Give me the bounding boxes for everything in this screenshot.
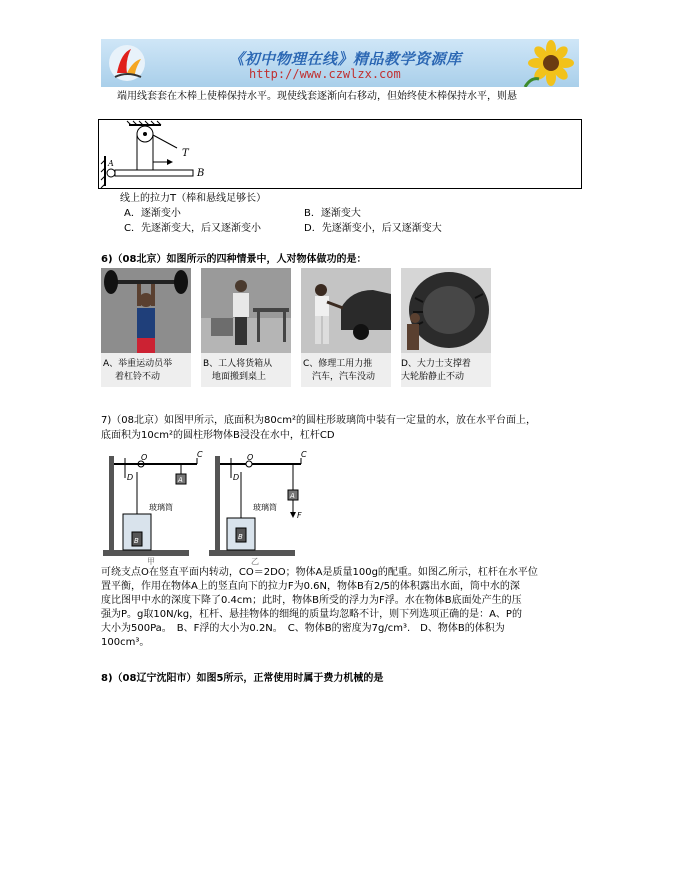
q7-stem-line2: 底面积为10cm²的圆柱形物体B浸没在水中，杠杆CD [101, 430, 335, 441]
q7-stem-line1: 7)（08北京）如图甲所示，底面积为80cm²的圆柱形玻璃筒中装有一定量的水，放在水平台面上， [101, 415, 536, 426]
worker-box-image [201, 268, 291, 353]
label-jia: 甲 [147, 557, 155, 566]
q7-body-line6: 100cm³。 [101, 637, 150, 648]
label-yi-F: F [297, 511, 302, 520]
caption-c-line2: 汽车，汽车没动 [312, 372, 376, 382]
q7-body-line2: 置平衡，作用在物体A上的竖直向下的拉力F为0.6N，物体B有2/5的体积露出水面，筒中水的深 [101, 581, 520, 592]
figure-jia [103, 450, 203, 566]
label-yi: 乙 [251, 557, 259, 566]
banner-title: 《初中物理在线》精品教学资源库 [229, 50, 462, 68]
q5-option-c: C．先逐渐变大，后又逐渐变小 [124, 223, 261, 234]
label-yi-B: B [238, 533, 243, 541]
label-yi-C: C [301, 450, 307, 459]
label-jia-C: C [197, 450, 203, 459]
label-jia-glass: 玻璃筒 [149, 503, 173, 512]
q7-figures [101, 446, 321, 566]
q8-stem: 8)（08辽宁沈阳市）如图5所示，正常使用时属于费力机械的是 [101, 673, 384, 684]
mechanic-car-image [301, 268, 391, 353]
lever-figure [99, 120, 583, 190]
q5-stem-2: 线上的拉力T（棒和悬线足够长） [120, 193, 267, 204]
label-jia-B: B [134, 537, 139, 545]
label-yi-O: O [247, 453, 254, 462]
caption-a-line2: 着杠铃不动 [115, 372, 161, 382]
q5-option-d: D．先逐渐变小，后又逐渐变大 [304, 223, 442, 234]
caption-c-line1: C、修理工用力推 [303, 359, 373, 369]
label-jia-A: A [178, 476, 183, 484]
caption-a-line1: A、举重运动员举 [103, 359, 173, 369]
label-yi-glass: 玻璃筒 [253, 503, 277, 512]
label-T: T [182, 148, 189, 159]
label-A: A [108, 159, 114, 168]
q7-body-line1: 可绕支点O在竖直平面内转动，CO＝2DO；物体A是质量100g的配重。如图乙所示，杠杆在水平位 [101, 567, 538, 578]
q5-figure-box [98, 119, 582, 189]
logo-icon [107, 43, 147, 83]
caption-b-line1: B、工人将货箱从 [203, 359, 273, 369]
figure-yi [209, 450, 307, 566]
banner-url: http://www.czwlzx.com [249, 67, 401, 81]
weightlifter-image [101, 268, 191, 353]
label-jia-D: D [127, 473, 134, 482]
caption-b-line2: 地面搬到桌上 [212, 372, 267, 382]
caption-d-line1: D、大力士支撑着 [401, 359, 471, 369]
label-yi-A: A [290, 492, 295, 500]
sunflower-icon [521, 39, 579, 87]
q5-option-b: B．逐渐变大 [304, 208, 361, 219]
strongman-tire-image [401, 268, 491, 353]
q5-stem: 端用线套套在木棒上使棒保持水平。现使线套逐渐向右移动，但始终使木棒保持水平，则悬 [117, 91, 517, 102]
q7-body-line4: 强为P。g取10N/kg，杠杆、悬挂物体的细绳的质量均忽略不计，则下列选项正确的是：A、P的 [101, 609, 522, 620]
caption-d-line2: 大轮胎静止不动 [401, 372, 465, 382]
label-B: B [197, 168, 205, 179]
label-jia-O: O [141, 453, 148, 462]
q6-stem: 6)（08北京）如图所示的四种情景中，人对物体做功的是： [101, 254, 367, 265]
header-banner [101, 39, 579, 87]
q7-body-line3: 度比图甲中水的深度下降了0.4cm；此时，物体B所受的浮力为F浮。水在物体B底面处产生的压 [101, 595, 522, 606]
q5-option-a: A．逐渐变小 [124, 208, 181, 219]
q7-body-line5: 大小为500Pa。 B、F浮的大小为0.2N。 C、物体B的密度为7g/cm³. D、物体B的体积为 [101, 623, 505, 634]
label-yi-D: D [233, 473, 240, 482]
